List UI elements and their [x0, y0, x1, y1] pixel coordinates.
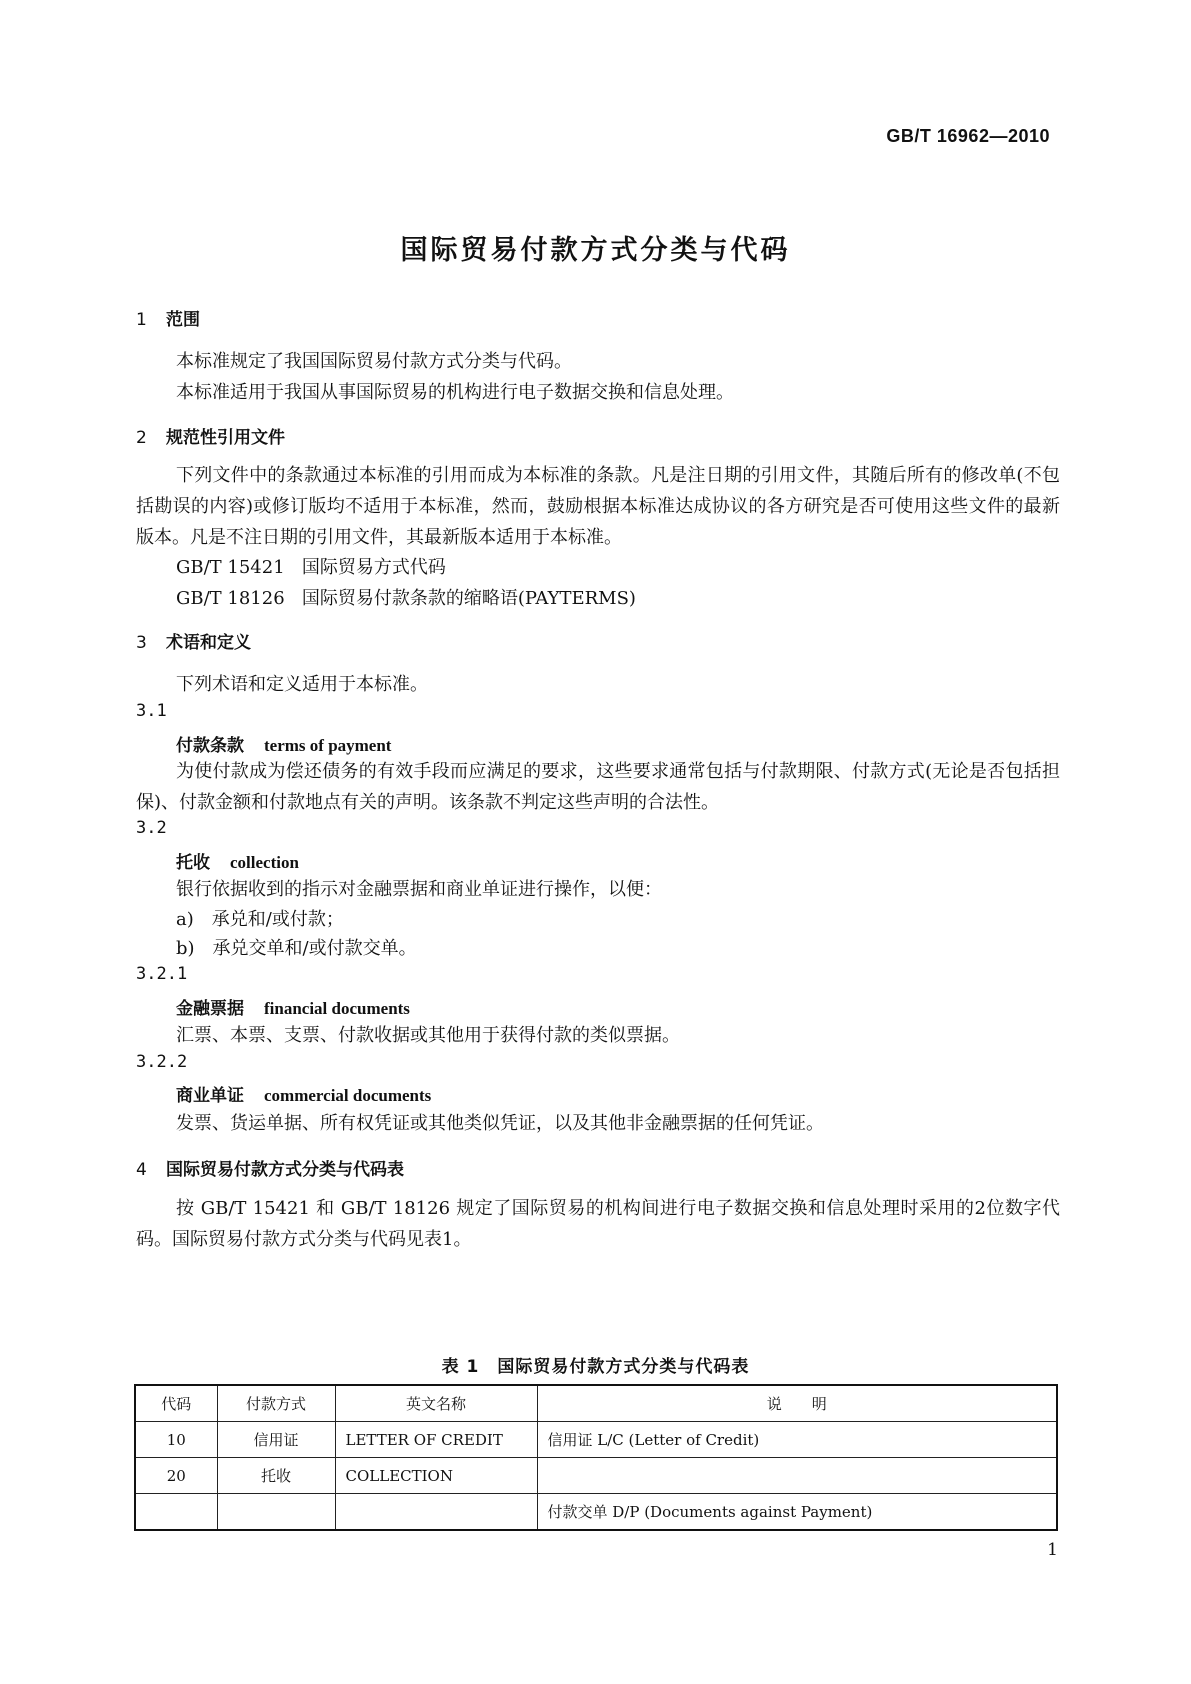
- definition: 银行依据收到的指示对金融票据和商业单证进行操作，以便：: [176, 879, 662, 900]
- list-item: a) 承兑和/或付款；: [176, 909, 344, 930]
- table-row: [135, 1458, 1057, 1494]
- table-row: [135, 1422, 1057, 1458]
- definition: 发票、货运单据、所有权凭证或其他类似凭证，以及其他非金融票据的任何凭证。: [176, 1113, 824, 1134]
- code-cell: [135, 1494, 217, 1531]
- english-name-cell: COLLECTION: [335, 1458, 537, 1494]
- paragraph: 下列术语和定义适用于本标准。: [176, 674, 428, 695]
- method-cell: 托收: [217, 1458, 335, 1494]
- code-table: [134, 1384, 1058, 1531]
- description-cell: 信用证 L/C (Letter of Credit): [537, 1422, 1057, 1458]
- column-header: 代码: [135, 1385, 217, 1422]
- definition: 为使付款成为偿还债务的有效手段而应满足的要求，这些要求通常包括与付款期限、付款方式(无论是否包括担保)、付款金额和付款地点有关的声明。该条款不判定这些声明的合法性。: [136, 761, 1060, 813]
- reference-item: [176, 553, 446, 579]
- section-number: 4: [136, 1160, 147, 1180]
- definition: 汇票、本票、支票、付款收据或其他用于获得付款的类似票据。: [176, 1025, 680, 1046]
- section-title: 范围: [166, 310, 200, 330]
- english-name-cell: LETTER OF CREDIT: [335, 1422, 537, 1458]
- reference-code: GB/T 15421: [176, 557, 285, 578]
- table-row: [135, 1494, 1057, 1531]
- standard-number: GB/T 16962—2010: [886, 126, 1050, 146]
- term-heading: [176, 994, 410, 1019]
- term-zh: 托收: [176, 853, 210, 873]
- code-cell: 10: [135, 1422, 217, 1458]
- section-2-heading: [136, 423, 285, 448]
- section-number: 3: [136, 633, 147, 653]
- description-cell: [537, 1458, 1057, 1494]
- reference-title: 国际贸易付款条款的缩略语(PAYTERMS): [301, 588, 636, 609]
- paragraph: 按 GB/T 15421 和 GB/T 18126 规定了国际贸易的机构间进行电子数据交换和信息处理时采用的2位数字代码。国际贸易付款方式分类与代码见表1。: [136, 1198, 1060, 1250]
- paragraph: 下列文件中的条款通过本标准的引用而成为本标准的条款。凡是注日期的引用文件，其随后所有的修改单(不包括勘误的内容)或修订版均不适用于本标准，然而，鼓励根据本标准达成协议的各方研究是否可使用这些文件的最新版本。凡是不注日期的引用文件，其最新版本适用于本标准。: [136, 465, 1060, 548]
- clause-number: 3.2.1: [136, 964, 188, 984]
- code-cell: 20: [135, 1458, 217, 1494]
- document-title: 国际贸易付款方式分类与代码: [400, 235, 791, 266]
- table-header-row: [135, 1385, 1057, 1422]
- term-heading: [176, 1081, 431, 1106]
- term-heading: [176, 848, 299, 873]
- term-en: commercial documents: [264, 1086, 432, 1105]
- reference-title: 国际贸易方式代码: [301, 557, 446, 578]
- page-number: 1: [1047, 1540, 1058, 1560]
- term-zh: 商业单证: [176, 1086, 244, 1106]
- term-zh: 金融票据: [176, 999, 244, 1019]
- clause-number: 3.2: [136, 818, 167, 838]
- reference-code: GB/T 18126: [176, 588, 285, 609]
- term-en: collection: [230, 853, 299, 872]
- section-number: 2: [136, 428, 147, 448]
- description-cell: 付款交单 D/P (Documents against Payment): [537, 1494, 1057, 1531]
- paragraph: 本标准规定了我国国际贸易付款方式分类与代码。: [176, 351, 572, 372]
- section-title: 规范性引用文件: [166, 428, 285, 448]
- term-zh: 付款条款: [176, 736, 244, 756]
- term-en: terms of payment: [264, 736, 392, 755]
- term-heading: [176, 731, 391, 756]
- english-name-cell: [335, 1494, 537, 1531]
- section-4-heading: [136, 1155, 404, 1180]
- table-caption: 表 1 国际贸易付款方式分类与代码表: [441, 1357, 750, 1377]
- section-1-heading: [136, 305, 200, 330]
- term-en: financial documents: [264, 999, 410, 1018]
- section-3-heading: [136, 628, 251, 653]
- list-item: b) 承兑交单和/或付款交单。: [176, 938, 417, 959]
- section-title: 国际贸易付款方式分类与代码表: [166, 1160, 404, 1180]
- column-header: 付款方式: [217, 1385, 335, 1422]
- column-header: 英文名称: [335, 1385, 537, 1422]
- method-cell: [217, 1494, 335, 1531]
- column-header: 说 明: [537, 1385, 1057, 1422]
- clause-number: 3.1: [136, 701, 167, 721]
- section-number: 1: [136, 310, 147, 330]
- method-cell: 信用证: [217, 1422, 335, 1458]
- paragraph: 本标准适用于我国从事国际贸易的机构进行电子数据交换和信息处理。: [176, 382, 734, 403]
- clause-number: 3.2.2: [136, 1052, 188, 1072]
- reference-item: [176, 584, 636, 610]
- section-title: 术语和定义: [166, 633, 251, 653]
